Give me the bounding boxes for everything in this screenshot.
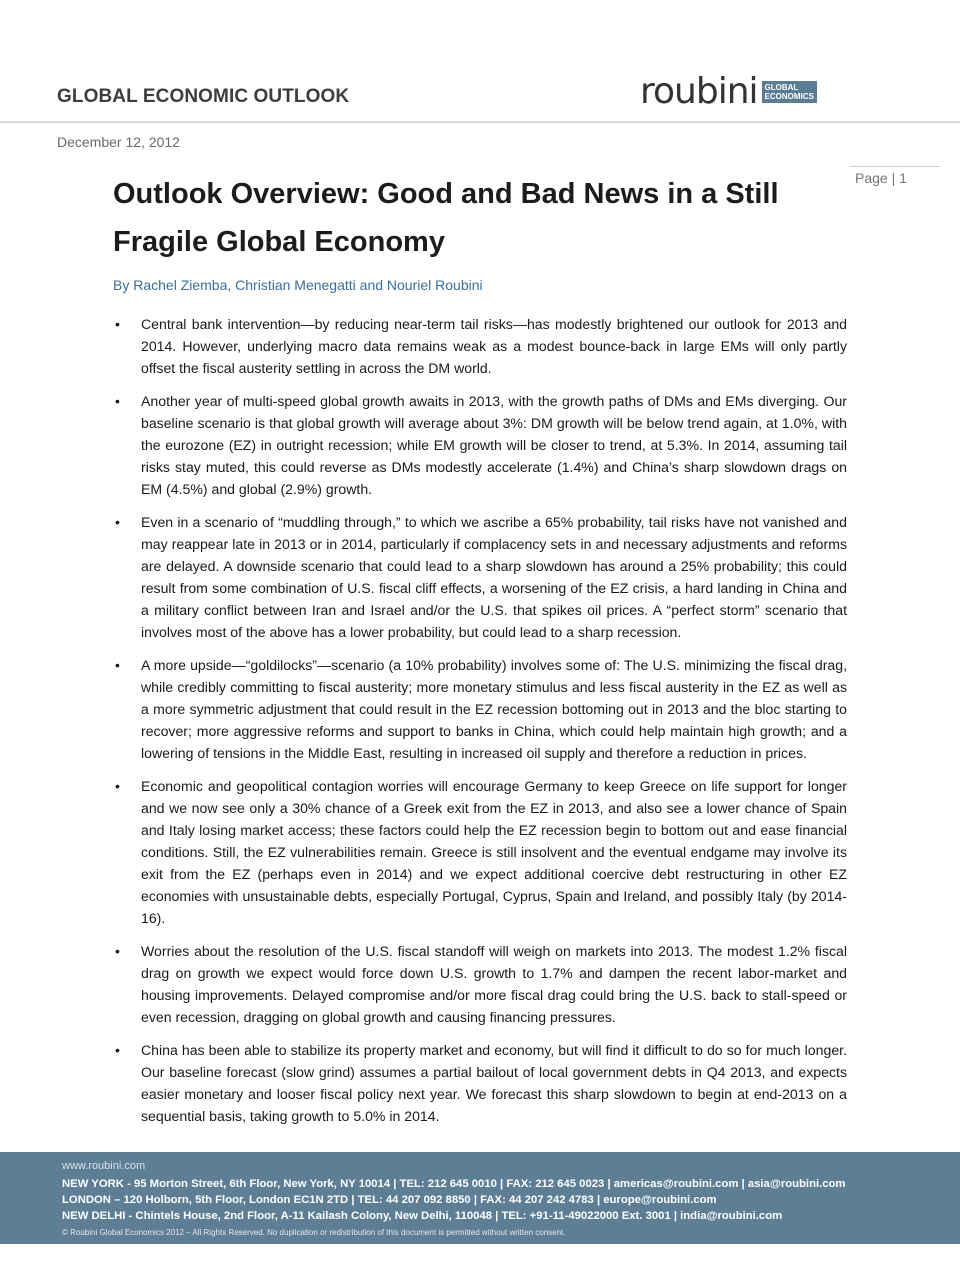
footer-website-link[interactable]: www.roubini.com (62, 1160, 146, 1172)
logo-badge (762, 81, 817, 103)
footer-new-delhi-office: NEW DELHI - Chintels House, 2nd Floor, A-11 Kailash Colony, New Delhi, 110048 | TEL: +91-11-49022000 Ext. 3001 | india@roubini.com (62, 1210, 783, 1222)
bullet-item (113, 313, 847, 379)
bullet-text: Economic and geopolitical contagion worries will encourage Germany to keep Greece on life support for longer and we now see only a 30% chance of a Greek exit from the EZ in 2013, and also see a lower chance of Spain and Italy losing market access; these factors could help the EZ recession begin to bottom out and ease financial conditions. Still, the EZ vulnerabilities remain. Greece is still insolvent and the eventual endgame may involve its exit from the EZ (perhaps even in 2014) and we expect additional coercive debt restructuring in other EZ economies with unsustainable debts, especially Portugal, Cyprus, Spain and Ireland, and possibly Italy (by 2014-16). (141, 778, 847, 926)
bullet-item (113, 940, 847, 1028)
bullet-text: Central bank intervention—by reducing near-term tail risks—has modestly brightened our outlook for 2013 and 2014. However, underlying macro data remains weak as a modest bounce-back in large EMs will only partly offset the fiscal austerity settling in across the DM world. (141, 316, 847, 376)
article-title: Outlook Overview: Good and Bad News in a Still Fragile Global Economy (113, 178, 779, 258)
bullet-item (113, 1039, 847, 1127)
header-divider (0, 121, 960, 123)
bullet-list (113, 313, 847, 1138)
bullet-icon: • (115, 943, 120, 959)
header-title: GLOBAL ECONOMIC OUTLOOK (57, 86, 350, 107)
bullet-item (113, 511, 847, 643)
bullet-icon: • (115, 778, 120, 794)
logo-badge-line-1: GLOBAL (764, 83, 799, 92)
bullet-icon: • (115, 316, 120, 332)
bullet-icon: • (115, 393, 120, 409)
footer-london-office: LONDON – 120 Holborn, 5th Floor, London EC1N 2TD | TEL: 44 207 092 8850 | FAX: 44 207 242 4783 | europe@roubini.com (62, 1194, 717, 1206)
bullet-text: China has been able to stabilize its property market and economy, but will find it difficult to do so for much longer. Our baseline forecast (slow grind) assumes a partial bailout of local government debts in Q4 2013, and expects easier monetary and looser fiscal policy next year. We forecast this sharp slowdown to begin at end-2013 on a sequential basis, taking growth to 5.0% in 2014. (141, 1042, 847, 1124)
bullet-text: A more upside—“goldilocks”—scenario (a 10% probability) involves some of: The U.S. minimizing the fiscal drag, while credibly committing to fiscal austerity; more monetary stimulus and less fiscal austerity in the EZ as well as a more symmetric adjustment that could result in the EZ recession bottoming out in 2013 and the bloc starting to recover; more aggressive reforms and support to banks in China, which could help maintain high growth; and a lowering of tensions in the Middle East, resulting in increased oil supply and therefore a reduction in prices. (141, 657, 847, 761)
footer (0, 1152, 960, 1244)
bullet-text: Worries about the resolution of the U.S. fiscal standoff will weigh on markets into 2013. The modest 1.2% fiscal drag on growth we expect would force down U.S. growth to 1.7% and dampen the recent labor-market and housing improvements. Delayed compromise and/or more fiscal drag could bring the U.S. back to stall-speed or even recession, dragging on global growth and causing financing pressures. (141, 943, 847, 1025)
footer-new-york-office: NEW YORK - 95 Morton Street, 6th Floor, New York, NY 10014 | TEL: 212 645 0010 | FAX: 212 645 0023 | americas@roubini.com | asia@roubini.com (62, 1178, 846, 1190)
article-authors: By Rachel Ziemba, Christian Menegatti and Nouriel Roubini (113, 277, 483, 293)
publication-date: December 12, 2012 (57, 134, 180, 150)
footer-copyright: © Roubini Global Economics 2012 – All Rights Reserved. No duplication or redistribution of this document is permitted without written consent. (62, 1228, 566, 1237)
bullet-item (113, 390, 847, 500)
roubini-logo (640, 71, 817, 112)
page-number-rule (850, 166, 940, 167)
bullet-icon: • (115, 1042, 120, 1058)
logo-wordmark: roubini (640, 71, 758, 112)
bullet-item (113, 775, 847, 929)
bullet-icon: • (115, 657, 120, 673)
logo-badge-line-2: ECONOMICS (764, 92, 814, 101)
page-number: Page | 1 (855, 170, 907, 186)
bullet-text: Another year of multi-speed global growth awaits in 2013, with the growth paths of DMs and EMs diverging. Our baseline scenario is that global growth will average about 3%: DM growth will be below trend again, at 1.0%, with the eurozone (EZ) in outright recession; while EM growth will be closer to trend, at 5.3%. In 2014, assuming tail risks stay muted, this could reverse as DMs modestly accelerate (1.4%) and China’s sharp slowdown drags on EM (4.5%) and global (2.9%) growth. (141, 393, 847, 497)
bullet-icon: • (115, 514, 120, 530)
bullet-text: Even in a scenario of “muddling through,” to which we ascribe a 65% probability, tail risks have not vanished and may reappear late in 2013 or in 2014, particularly if complacency sets in and necessary adjustments and reforms are delayed. A downside scenario that could lead to a sharp slowdown has around a 25% probability; this could result from some combination of U.S. fiscal cliff effects, a worsening of the EZ crisis, a hard landing in China and a military conflict between Iran and Israel and/or the U.S. that spikes oil prices. A “perfect storm” scenario that involves most of the above has a lower probability, but could lead to a sharp recession. (141, 514, 847, 640)
bullet-item (113, 654, 847, 764)
